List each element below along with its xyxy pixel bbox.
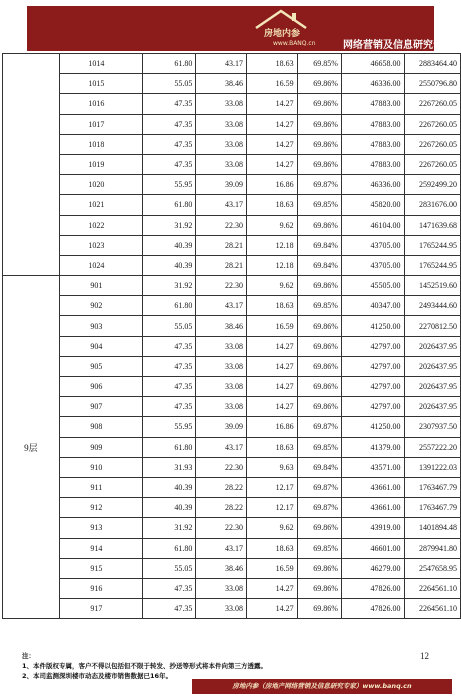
table-cell: 16.59 [247, 558, 298, 578]
table-row [3, 175, 461, 195]
table-row [3, 356, 461, 376]
table-cell: 69.86% [297, 377, 341, 397]
table-cell: 69.85% [297, 538, 341, 558]
table-cell: 18.63 [247, 54, 298, 74]
table-cell: 42797.00 [341, 377, 404, 397]
table-cell: 1765244.95 [404, 235, 460, 255]
table-cell: 46336.00 [341, 74, 404, 94]
table-cell: 47.35 [142, 336, 195, 356]
table-cell: 69.86% [297, 518, 341, 538]
table-cell: 69.85% [297, 54, 341, 74]
table-cell: 61.80 [142, 54, 195, 74]
table-cell: 18.63 [247, 538, 298, 558]
table-cell: 1763467.79 [404, 477, 460, 497]
table-cell: 2493444.60 [404, 296, 460, 316]
note-item-2: 2、本司监测深圳楼市动态及楼市销售数据已16年。 [22, 672, 173, 680]
table-cell: 14.27 [247, 599, 298, 619]
table-cell: 39.09 [196, 417, 247, 437]
table-cell: 12.18 [247, 235, 298, 255]
table-row [3, 599, 461, 619]
table-cell: 22.30 [196, 215, 247, 235]
table-row [3, 417, 461, 437]
table-cell: 1763467.79 [404, 498, 460, 518]
unit-price-table [2, 53, 461, 619]
room-number-cell: 904 [59, 336, 142, 356]
table-cell: 55.05 [142, 74, 195, 94]
floor-cell: 9层 [3, 276, 60, 619]
table-cell: 33.08 [196, 336, 247, 356]
header-banner [27, 6, 453, 51]
table-cell: 2026437.95 [404, 377, 460, 397]
table-cell: 1401894.48 [404, 518, 460, 538]
table-cell: 1765244.95 [404, 255, 460, 275]
table-cell: 69.86% [297, 336, 341, 356]
table-cell: 47.35 [142, 578, 195, 598]
table-cell: 41250.00 [341, 316, 404, 336]
table-cell: 16.59 [247, 74, 298, 94]
table-cell: 12.18 [247, 255, 298, 275]
room-number-cell: 1020 [59, 175, 142, 195]
table-cell: 69.87% [297, 498, 341, 518]
table-cell: 47826.00 [341, 578, 404, 598]
table-cell: 47826.00 [341, 599, 404, 619]
room-number-cell: 913 [59, 518, 142, 538]
table-cell: 2026437.95 [404, 336, 460, 356]
table-cell: 2547658.95 [404, 558, 460, 578]
table-cell: 14.27 [247, 114, 298, 134]
table-cell: 47.35 [142, 599, 195, 619]
table-cell: 47883.00 [341, 154, 404, 174]
room-number-cell: 1022 [59, 215, 142, 235]
table-cell: 2267260.05 [404, 154, 460, 174]
room-number-cell: 1023 [59, 235, 142, 255]
table-cell: 43.17 [196, 296, 247, 316]
table-cell: 38.46 [196, 558, 247, 578]
table-cell: 45820.00 [341, 195, 404, 215]
table-cell: 61.80 [142, 538, 195, 558]
table-cell: 43571.00 [341, 457, 404, 477]
table-cell: 14.27 [247, 134, 298, 154]
room-number-cell: 1016 [59, 94, 142, 114]
table-cell: 69.84% [297, 457, 341, 477]
footer-bar: 房地内参（房地产网络营销及信息研究专家）www.banq.cn [192, 679, 452, 694]
table-cell: 46336.00 [341, 175, 404, 195]
room-number-cell: 912 [59, 498, 142, 518]
table-cell: 61.80 [142, 195, 195, 215]
table-cell: 28.22 [196, 477, 247, 497]
table-cell: 69.86% [297, 134, 341, 154]
table-cell: 69.86% [297, 316, 341, 336]
table-row [3, 94, 461, 114]
table-cell: 2264561.10 [404, 599, 460, 619]
table-row [3, 255, 461, 275]
table-cell: 1452519.60 [404, 276, 460, 296]
table-cell: 1391222.03 [404, 457, 460, 477]
table-row [3, 437, 461, 457]
table-cell: 31.92 [142, 518, 195, 538]
table-cell: 2550796.80 [404, 74, 460, 94]
table-cell: 43705.00 [341, 255, 404, 275]
table-cell: 14.27 [247, 94, 298, 114]
table-row [3, 296, 461, 316]
table-cell: 43.17 [196, 538, 247, 558]
table-cell: 33.08 [196, 377, 247, 397]
table-row [3, 74, 461, 94]
room-number-cell: 915 [59, 558, 142, 578]
table-cell: 69.85% [297, 195, 341, 215]
room-number-cell: 1014 [59, 54, 142, 74]
table-cell: 16.86 [247, 175, 298, 195]
table-row [3, 215, 461, 235]
table-cell: 40.39 [142, 255, 195, 275]
table-cell: 41379.00 [341, 437, 404, 457]
table-cell: 47.35 [142, 154, 195, 174]
table-cell: 43661.00 [341, 498, 404, 518]
room-number-cell: 917 [59, 599, 142, 619]
table-cell: 14.27 [247, 397, 298, 417]
room-number-cell: 914 [59, 538, 142, 558]
table-cell: 69.86% [297, 578, 341, 598]
table-cell: 18.63 [247, 195, 298, 215]
floor-cell [3, 54, 60, 276]
table-cell: 47.35 [142, 134, 195, 154]
table-row [3, 54, 461, 74]
table-cell: 39.09 [196, 175, 247, 195]
table-cell: 47.35 [142, 114, 195, 134]
table-cell: 47.35 [142, 377, 195, 397]
note-item-1: 1、本件版权专属，客户不得以包括但不限于转发、抄送等形式将本件向第三方透露。 [22, 662, 268, 670]
table-cell: 69.86% [297, 74, 341, 94]
table-cell: 41250.00 [341, 417, 404, 437]
table-cell: 28.21 [196, 255, 247, 275]
table-row [3, 316, 461, 336]
logo-text: 房地内参 [264, 29, 301, 39]
table-cell: 31.92 [142, 276, 195, 296]
table-cell: 69.87% [297, 417, 341, 437]
table-cell: 55.05 [142, 316, 195, 336]
table-cell: 55.05 [142, 558, 195, 578]
table-cell: 47.35 [142, 356, 195, 376]
room-number-cell: 910 [59, 457, 142, 477]
table-cell: 47883.00 [341, 134, 404, 154]
table-cell: 45505.00 [341, 276, 404, 296]
table-cell: 46658.00 [341, 54, 404, 74]
table-row [3, 377, 461, 397]
table-cell: 22.30 [196, 457, 247, 477]
page-number: 12 [420, 651, 429, 661]
table-cell: 33.08 [196, 94, 247, 114]
table-cell: 43705.00 [341, 235, 404, 255]
table-cell: 2557222.20 [404, 437, 460, 457]
notes-title: 注： [22, 652, 35, 660]
table-cell: 69.85% [297, 296, 341, 316]
table-cell: 42797.00 [341, 356, 404, 376]
room-number-cell: 906 [59, 377, 142, 397]
room-number-cell: 909 [59, 437, 142, 457]
table-cell: 42797.00 [341, 336, 404, 356]
table-cell: 43.17 [196, 437, 247, 457]
table-cell: 69.84% [297, 255, 341, 275]
table-cell: 33.08 [196, 134, 247, 154]
table-cell: 33.08 [196, 599, 247, 619]
table-cell: 28.22 [196, 498, 247, 518]
table-cell: 69.86% [297, 276, 341, 296]
room-number-cell: 903 [59, 316, 142, 336]
table-cell: 69.86% [297, 154, 341, 174]
table-row [3, 235, 461, 255]
table-cell: 42797.00 [341, 397, 404, 417]
table-cell: 40.39 [142, 477, 195, 497]
table-cell: 38.46 [196, 316, 247, 336]
table-cell: 18.63 [247, 437, 298, 457]
room-number-cell: 916 [59, 578, 142, 598]
room-number-cell: 1017 [59, 114, 142, 134]
table-cell: 40347.00 [341, 296, 404, 316]
table-cell: 2264561.10 [404, 578, 460, 598]
table-cell: 9.63 [247, 457, 298, 477]
table-row [3, 538, 461, 558]
table-cell: 55.95 [142, 417, 195, 437]
table-row [3, 477, 461, 497]
table-cell: 2267260.05 [404, 114, 460, 134]
notes-block [22, 651, 402, 681]
table-cell: 43.17 [196, 54, 247, 74]
table-cell: 2307937.50 [404, 417, 460, 437]
table-cell: 47883.00 [341, 94, 404, 114]
table-row [3, 457, 461, 477]
table-cell: 69.86% [297, 356, 341, 376]
table-cell: 2026437.95 [404, 356, 460, 376]
table-cell: 18.63 [247, 296, 298, 316]
table-row [3, 558, 461, 578]
table-cell: 38.46 [196, 74, 247, 94]
table-cell: 2883464.40 [404, 54, 460, 74]
table-cell: 2267260.05 [404, 134, 460, 154]
table-row [3, 578, 461, 598]
table-row [3, 276, 461, 296]
table-cell: 33.08 [196, 397, 247, 417]
table-cell: 9.62 [247, 276, 298, 296]
table-row [3, 518, 461, 538]
room-number-cell: 901 [59, 276, 142, 296]
table-cell: 28.21 [196, 235, 247, 255]
table-cell: 40.39 [142, 498, 195, 518]
table-cell: 69.84% [297, 235, 341, 255]
table-row [3, 498, 461, 518]
room-number-cell: 1018 [59, 134, 142, 154]
room-number-cell: 1021 [59, 195, 142, 215]
table-row [3, 397, 461, 417]
table-cell: 2267260.05 [404, 94, 460, 114]
table-cell: 33.08 [196, 578, 247, 598]
table-cell: 69.86% [297, 558, 341, 578]
table-cell: 2831676.00 [404, 195, 460, 215]
table-cell: 69.87% [297, 175, 341, 195]
table-row [3, 336, 461, 356]
table-cell: 12.17 [247, 477, 298, 497]
table-cell: 12.17 [247, 498, 298, 518]
table-cell: 43919.00 [341, 518, 404, 538]
table-cell: 46104.00 [341, 215, 404, 235]
table-cell: 40.39 [142, 235, 195, 255]
table-cell: 33.08 [196, 154, 247, 174]
table-cell: 14.27 [247, 154, 298, 174]
table-cell: 69.86% [297, 94, 341, 114]
table-cell: 2026437.95 [404, 397, 460, 417]
table-cell: 47883.00 [341, 114, 404, 134]
table-cell: 69.85% [297, 437, 341, 457]
table-cell: 47.35 [142, 94, 195, 114]
table-cell: 31.93 [142, 457, 195, 477]
room-number-cell: 911 [59, 477, 142, 497]
room-number-cell: 1024 [59, 255, 142, 275]
room-number-cell: 905 [59, 356, 142, 376]
table-cell: 55.95 [142, 175, 195, 195]
table-cell: 16.59 [247, 316, 298, 336]
table-cell: 14.27 [247, 336, 298, 356]
table-cell: 69.86% [297, 599, 341, 619]
table-cell: 43661.00 [341, 477, 404, 497]
table-row [3, 154, 461, 174]
table-cell: 69.86% [297, 114, 341, 134]
table-cell: 2592499.20 [404, 175, 460, 195]
room-number-cell: 1019 [59, 154, 142, 174]
table-cell: 61.80 [142, 437, 195, 457]
table-cell: 14.27 [247, 356, 298, 376]
table-cell: 2270812.50 [404, 316, 460, 336]
table-cell: 1471639.68 [404, 215, 460, 235]
table-row [3, 195, 461, 215]
table-cell: 16.86 [247, 417, 298, 437]
table-cell: 33.08 [196, 356, 247, 376]
table-cell: 46279.00 [341, 558, 404, 578]
room-number-cell: 1015 [59, 74, 142, 94]
table-cell: 9.62 [247, 215, 298, 235]
table-cell: 31.92 [142, 215, 195, 235]
table-cell: 47.35 [142, 397, 195, 417]
table-cell: 14.27 [247, 377, 298, 397]
header-slogan: 网络营销及信息研究专家 [343, 40, 453, 51]
table-cell: 69.87% [297, 477, 341, 497]
table-cell: 46601.00 [341, 538, 404, 558]
table-cell: 33.08 [196, 114, 247, 134]
room-number-cell: 907 [59, 397, 142, 417]
table-cell: 22.30 [196, 518, 247, 538]
table-cell: 69.86% [297, 397, 341, 417]
table-cell: 61.80 [142, 296, 195, 316]
table-cell: 43.17 [196, 195, 247, 215]
table-cell: 14.27 [247, 578, 298, 598]
table-cell: 69.86% [297, 215, 341, 235]
table-cell: 9.62 [247, 518, 298, 538]
room-number-cell: 902 [59, 296, 142, 316]
table-row [3, 134, 461, 154]
table-cell: 22.30 [196, 276, 247, 296]
room-number-cell: 908 [59, 417, 142, 437]
logo-url: www.BANQ.cn [273, 40, 316, 47]
table-cell: 2879941.80 [404, 538, 460, 558]
table-row [3, 114, 461, 134]
